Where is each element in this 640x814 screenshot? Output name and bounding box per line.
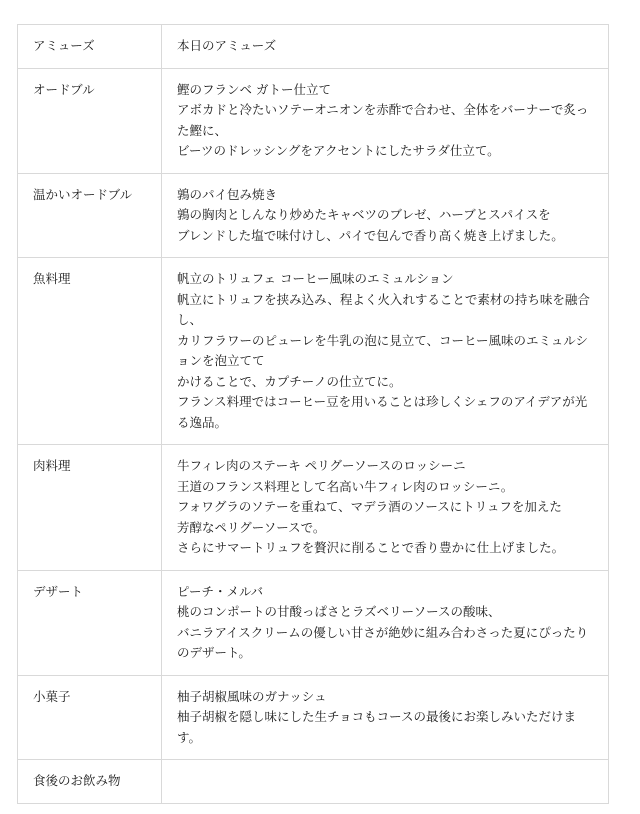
description-line: さらにサマートリュフを贅沢に削ることで香り豊かに仕上げました。 (177, 540, 565, 555)
course-menu-table (17, 24, 609, 804)
course-description (162, 760, 609, 804)
description-line: ブレンドした塩で味付けし、パイで包んで香り高く焼き上げました。 (177, 227, 564, 243)
table-row (18, 25, 609, 69)
description-line: ビーツのドレッシングをアクセントにしたサラダ仕立て。 (177, 143, 500, 158)
dish-name: 鰹のフランベ ガトー仕立て (177, 81, 331, 97)
table-row (18, 760, 609, 804)
course-description (162, 25, 609, 69)
table-row (18, 570, 609, 675)
course-name: デザート (18, 570, 162, 675)
description-line: カリフラワーのピューレを牛乳の泡に見立て、コーヒー風味のエミュルションを泡立てて (177, 332, 588, 368)
table-row (18, 675, 609, 760)
description-line: 桃のコンポートの甘酸っぱさとラズベリーソースの酸味、 (177, 604, 501, 619)
dish-name: 帆立のトリュフェ コーヒー風味のエミュルション (177, 271, 454, 286)
course-name: オードブル (18, 68, 162, 173)
description-line: 帆立にトリュフを挟み込み、程よく火入れすることで素材の持ち味を融合し、 (177, 291, 590, 327)
description-line: フォワグラのソテーを重ねて、マデラ酒のソースにトリュフを加えた (177, 499, 562, 514)
course-name: 魚料理 (18, 258, 162, 445)
course-name: 肉料理 (18, 445, 162, 571)
description-line: 柚子胡椒を隠し味にした生チョコもコースの最後にお楽しみいただけます。 (177, 709, 577, 745)
description-line: 鶉の胸肉としんなり炒めたキャベツのブレゼ、ハーブとスパイスを (177, 207, 551, 222)
course-description (162, 258, 609, 445)
description-line: フランス料理ではコーヒー豆を用いることは珍しくシェフのアイデアが光る逸品。 (177, 394, 588, 430)
course-name: 小菓子 (18, 675, 162, 760)
description-line: アボカドと冷たいソテーオニオンを赤酢で合わせ、全体をバーナーで炙った鰹に、 (177, 102, 589, 138)
course-description (162, 173, 609, 258)
course-name: アミューズ (18, 25, 162, 69)
table-row (18, 173, 609, 258)
description-line: 王道のフランス料理として名高い牛フィレ肉のロッシーニ。 (177, 478, 514, 494)
dish-name: 柚子胡椒風味のガナッシュ (177, 688, 327, 704)
course-description (162, 675, 609, 760)
table-row (18, 445, 609, 571)
dish-name: ピーチ・メルバ (177, 583, 264, 599)
description-line: かけることで、カプチーノの仕立てに。 (177, 373, 402, 389)
dish-name: 鶉のパイ包み焼き (177, 186, 278, 202)
course-name: 温かいオードブル (18, 173, 162, 258)
course-description (162, 445, 609, 571)
course-name: 食後のお飲み物 (18, 760, 162, 804)
description-line: 芳醇なペリグーソースで。 (177, 519, 326, 535)
description-line: バニラアイスクリームの優しい甘さが絶妙に組み合わさった夏にぴったりのデザート。 (177, 624, 589, 660)
table-row (18, 68, 609, 173)
table-row (18, 258, 609, 445)
dish-name: 本日のアミューズ (177, 38, 277, 53)
course-description (162, 68, 609, 173)
dish-name: 牛フィレ肉のステーキ ペリグーソースのロッシーニ (177, 458, 466, 473)
course-description (162, 570, 609, 675)
